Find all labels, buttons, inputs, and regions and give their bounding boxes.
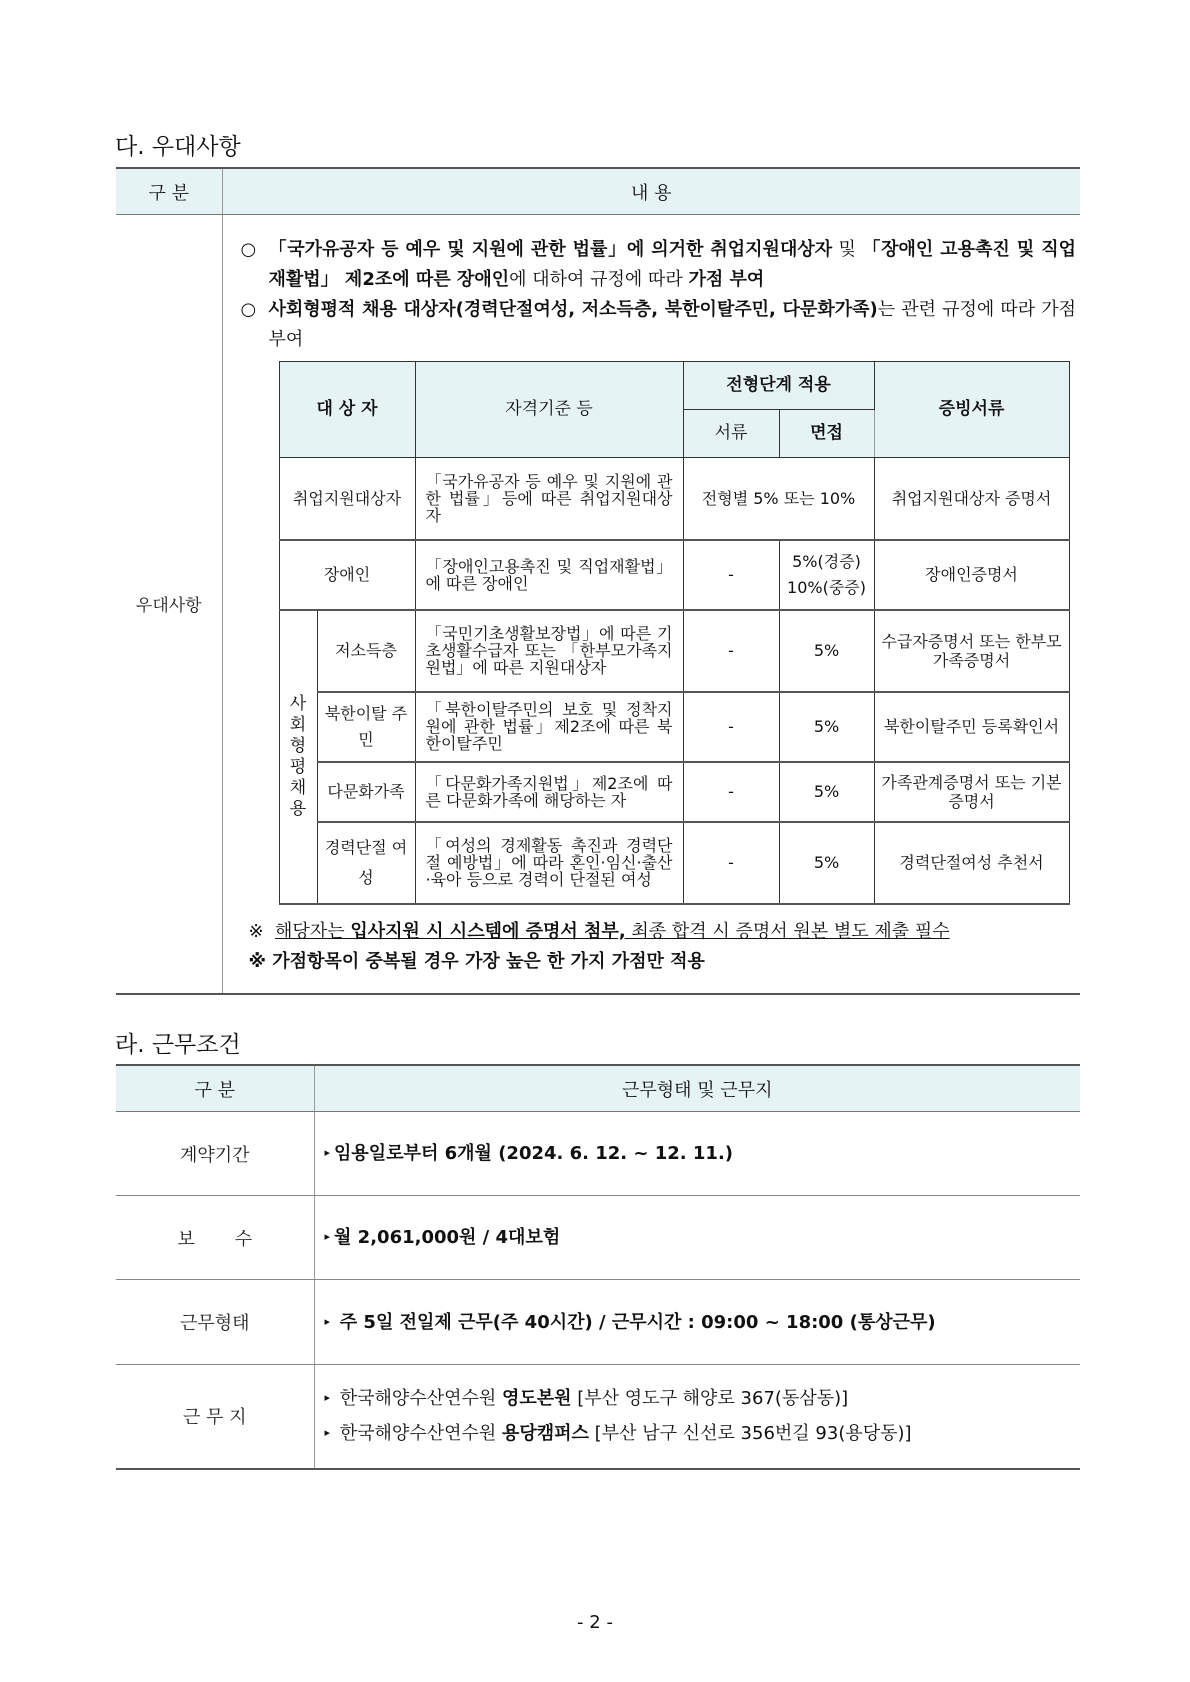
target-cell: 장애인: [279, 540, 415, 610]
arrow-bullet-icon: ▸: [324, 1146, 331, 1159]
location-2-campus: 용당캠퍼스: [501, 1423, 589, 1445]
disability-law-text: 「장애인 고용촉진 및 직업재활법」 제2조에 따른 장애인: [268, 239, 1076, 290]
preference-content: [222, 215, 1080, 994]
work-header-category: 구 분: [116, 1065, 314, 1112]
interview-cell: 5%: [779, 822, 874, 904]
arrow-bullet-icon: ▸: [324, 1426, 331, 1440]
table-row: [116, 1112, 1080, 1196]
table-row: [279, 458, 1069, 540]
note-1-bold: 입사지원 시 시스템에 증명서 첨부,: [350, 920, 626, 942]
circle-bullet: ○: [240, 239, 257, 260]
header-interview: 면접: [779, 410, 874, 458]
proof-cell: 경력단절여성 추천서: [874, 822, 1069, 904]
interview-cell: 5%: [779, 610, 874, 692]
veterans-law-text: 「국가유공자 등 예우 및 지원에 관한 법률」에 의거한 취업지원대상자: [268, 239, 833, 260]
location-value: [314, 1365, 1080, 1469]
target-cell: 취업지원대상자: [279, 458, 415, 540]
preference-row-label: 우대사항: [116, 215, 222, 994]
target-cell: 경력단절 여성: [317, 822, 415, 904]
proof-cell: 취업지원대상자 증명서: [874, 458, 1069, 540]
table-row: [116, 1196, 1080, 1280]
location-label: 근 무 지: [116, 1365, 314, 1469]
social-equity-label: [279, 610, 317, 904]
note-1-post: 최종 합격 시 증명서 원본 별도 제출 필수: [625, 920, 950, 942]
interview-cell: 5%(경증) 10%(중증): [779, 540, 874, 610]
proof-cell: 북한이탈주민 등록확인서: [874, 692, 1069, 762]
social-equity-text: 사회형평적 채용 대상자(경력단절여성, 저소득층, 북한이탈주민, 다문화가족): [268, 299, 878, 320]
preference-table: [116, 167, 1080, 995]
connector-text: 에 대하여 규정에 따라: [509, 269, 689, 290]
table-row: [116, 1280, 1080, 1365]
preference-header-category: 구 분: [116, 168, 222, 215]
salary-value: [314, 1196, 1080, 1280]
interview-cell: 5%: [779, 762, 874, 822]
social-equity-label-text: 사회형평채용: [289, 693, 307, 819]
contract-period-text: 임용일로부터 6개월 (2024. 6. 12. ~ 12. 11.): [334, 1143, 734, 1164]
doc-cell: -: [683, 610, 779, 692]
table-row: [279, 692, 1069, 762]
table-row: [116, 1365, 1080, 1469]
table-row: [279, 822, 1069, 904]
preference-section-title: 다. 우대사항: [115, 134, 241, 160]
location-item: [325, 1381, 1080, 1416]
doc-cell: -: [683, 692, 779, 762]
criteria-cell: 「국가유공자 등 예우 및 지원에 관한 법률」등에 따른 취업지원대상자: [415, 458, 683, 540]
work-conditions-table: [116, 1064, 1080, 1470]
proof-cell: 가족관계증명서 또는 기본증명서: [874, 762, 1069, 822]
table-row: [279, 762, 1069, 822]
table-row: [279, 610, 1069, 692]
location-2-org: 한국해양수산연수원: [339, 1423, 502, 1445]
circle-bullet: ○: [240, 299, 257, 320]
salary-text: 월 2,061,000원 / 4대보험: [334, 1227, 561, 1248]
location-1-address: [부산 영도구 해양로 367(동삼동)]: [571, 1388, 849, 1410]
location-2-address: [부산 남구 신선로 356번길 93(용당동)]: [588, 1423, 912, 1445]
target-cell: 다문화가족: [317, 762, 415, 822]
connector-text: 및: [832, 239, 863, 260]
header-document: 서류: [683, 410, 779, 458]
arrow-bullet-icon: ▸: [324, 1314, 331, 1328]
note-1-pre: 해당자는: [275, 920, 351, 942]
criteria-cell: 「장애인고용촉진 및 직업재활법」에 따른 장애인: [415, 540, 683, 610]
location-1-campus: 영도본원: [501, 1388, 572, 1410]
criteria-cell: 「여성의 경제활동 촉진과 경력단절 예방법」에 따라 혼인·임신·출산·육아 등으로 경력이 단절된 여성: [415, 822, 683, 904]
work-type-label: 근무형태: [116, 1280, 314, 1365]
location-item: [325, 1416, 1080, 1451]
preference-paragraph-2: [231, 295, 1077, 355]
bonus-points-text: 가점 부여: [688, 269, 765, 290]
interview-cell: 5%: [779, 692, 874, 762]
preference-criteria-table: [279, 361, 1070, 905]
work-type-value: [314, 1280, 1080, 1365]
work-section-title: 라. 근무조건: [115, 1032, 241, 1058]
table-row: [279, 540, 1069, 610]
stage-cell: 전형별 5% 또는 10%: [683, 458, 874, 540]
arrow-bullet-icon: ▸: [324, 1230, 331, 1243]
note-1: [249, 917, 1077, 947]
arrow-bullet-icon: ▸: [324, 1391, 331, 1405]
criteria-cell: 「다문화가족지원법」제2조에 따른 다문화가족에 해당하는 자: [415, 762, 683, 822]
criteria-cell: 「북한이탈주민의 보호 및 정착지원에 관한 법률」제2조에 따른 북한이탈주민: [415, 692, 683, 762]
note-mark: ※: [248, 920, 264, 942]
preference-header-content: 내 용: [222, 168, 1080, 215]
proof-cell: 장애인증명서: [874, 540, 1069, 610]
preference-paragraph-1: [231, 235, 1077, 295]
social-equity-rest: 는 관련 규정에 따라 가점 부여: [268, 299, 1076, 350]
work-type-text: 주 5일 전일제 근무(주 40시간) / 근무시간 : 09:00 ~ 18:00 (통상근무): [339, 1311, 936, 1333]
salary-label: 보 수: [116, 1196, 314, 1280]
work-header-content: 근무형태 및 근무지: [314, 1065, 1080, 1112]
target-cell: 북한이탈 주민: [317, 692, 415, 762]
criteria-cell: 「국민기초생활보장법」에 따른 기초생활수급자 또는 「한부모가족지원법」에 따른 지원대상자: [415, 610, 683, 692]
header-stage: 전형단계 적용: [683, 362, 874, 410]
preference-notes: [249, 917, 1077, 977]
location-1-org: 한국해양수산연수원: [339, 1388, 502, 1410]
proof-cell: 수급자증명서 또는 한부모가족증명서: [874, 610, 1069, 692]
note-2: ※ 가점항목이 중복될 경우 가장 높은 한 가지 가점만 적용: [248, 950, 705, 972]
header-criteria: 자격기준 등: [415, 362, 683, 458]
page-number: - 2 -: [577, 1612, 613, 1633]
header-proof: 증빙서류: [874, 362, 1069, 458]
doc-cell: -: [683, 762, 779, 822]
note-1-body: [275, 921, 950, 942]
doc-cell: -: [683, 822, 779, 904]
target-cell: 저소득층: [317, 610, 415, 692]
doc-cell: -: [683, 540, 779, 610]
header-target: 대 상 자: [279, 362, 415, 458]
contract-period-value: [314, 1112, 1080, 1196]
contract-period-label: 계약기간: [116, 1112, 314, 1196]
